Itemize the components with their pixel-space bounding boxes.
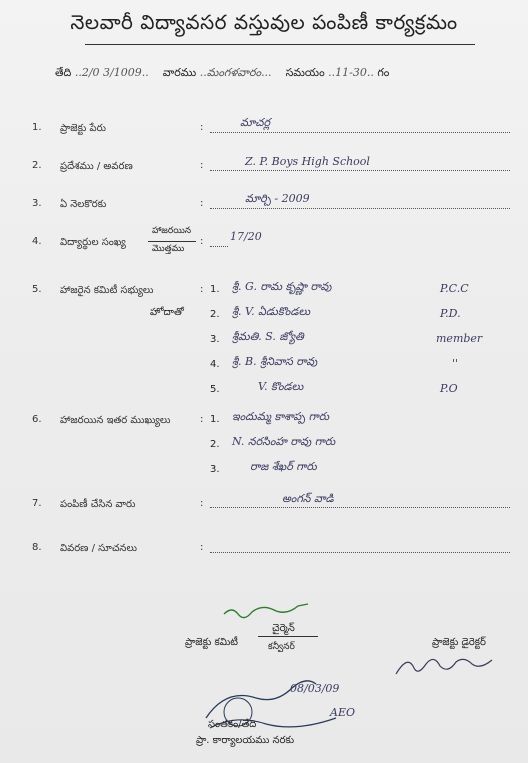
member-role: member: [436, 332, 483, 345]
other-name: ఇందుమ్మ కాశాప్ప గారు: [232, 410, 330, 423]
row-number: 1.: [32, 122, 42, 133]
row-number: 8.: [32, 542, 42, 553]
title-divider: [258, 636, 318, 637]
chairman-signature: [222, 600, 312, 622]
page-title: నెలవారీ విద్యావసర వస్తువుల పంపిణీ కార్యక్రమం: [70, 10, 458, 34]
member-number: 4.: [210, 359, 220, 370]
member-name: శ్రీ. V. ఏడుకొండలు: [232, 305, 311, 318]
other-number: 3.: [210, 464, 220, 475]
member-name: శ్రీమతి. S. జ్యోతి: [232, 330, 304, 343]
other-number: 1.: [210, 414, 220, 425]
row-number: 4.: [32, 236, 42, 247]
fill-line: [210, 208, 510, 209]
row-value: అంగన్ వాడి: [282, 492, 334, 505]
day-value: ..మంగళవారం...: [199, 66, 272, 79]
row-value: మాచర్ల: [240, 116, 271, 129]
member-number: 1.: [210, 284, 220, 295]
committee-label: ప్రాజెక్టు కమిటీ: [185, 637, 238, 648]
fill-line: [210, 507, 510, 508]
member-name: V. కొండలు: [258, 380, 304, 393]
row-value: Z. P. Boys High School: [245, 155, 370, 168]
other-name: రాజ శేఖర్ గారు: [250, 460, 317, 473]
row-number: 6.: [32, 414, 42, 425]
fill-line: [210, 246, 228, 247]
row-number: 3.: [32, 198, 42, 209]
director-label: ప్రాజెక్టు డైరెక్టర్: [432, 637, 486, 648]
member-number: 5.: [210, 384, 220, 395]
stamp-date: 08/03/09: [290, 682, 340, 695]
row-number: 5.: [32, 284, 42, 295]
row-label: విద్యార్థుల సంఖ్య: [60, 237, 126, 248]
stamp-text: AEO: [330, 706, 355, 719]
title-underline: [85, 44, 475, 45]
time-unit: గం: [377, 66, 390, 79]
row-label: ప్రాజెక్టు పేరు: [60, 123, 106, 134]
officer-label: సంతకం/తేది: [208, 719, 257, 730]
member-role: P.O: [440, 382, 458, 395]
total-label: మొత్తము: [152, 244, 185, 254]
fraction-line: [148, 241, 196, 242]
header-line: [55, 66, 389, 82]
fill-line: [210, 552, 510, 553]
day-label: వారము: [162, 66, 197, 79]
row-value: 17/20: [230, 230, 262, 243]
row-label: ఏ నెలకొరకు: [60, 199, 107, 210]
row-label: హాజరైన కమిటీ సభ్యులు: [60, 285, 154, 296]
other-number: 2.: [210, 439, 220, 450]
row-number: 2.: [32, 160, 42, 171]
chairman-label: చైర్మెన్: [272, 623, 295, 634]
row-label: హాజరయిన ఇతర ముఖ్యులు: [60, 415, 171, 426]
present-label: హాజరయిన: [152, 226, 192, 236]
convener-label: కన్వీనర్: [268, 642, 295, 652]
member-role: P.C.C: [440, 282, 469, 295]
row-label: పంపిణీ చేసిన వారు: [60, 499, 136, 510]
office-label: ప్రా. కార్యాలయము నరకు: [196, 735, 295, 746]
fill-line: [210, 132, 510, 133]
time-value: ..11-30..: [328, 66, 374, 79]
row-sublabel: హోదాతో: [150, 307, 184, 318]
fill-line: [210, 170, 510, 171]
member-role: P.D.: [440, 307, 461, 320]
member-name: శ్రీ. B. శ్రీనివాస రావు: [232, 355, 318, 368]
member-name: శ్రీ. G. రామ కృష్ణా రావు: [232, 280, 332, 293]
row-label: ప్రదేశము / అవరణ: [60, 161, 133, 172]
time-label: సమయం: [285, 66, 325, 79]
member-number: 3.: [210, 334, 220, 345]
other-name: N. నరసింహ రావు గారు: [232, 435, 336, 448]
member-role: '': [452, 357, 459, 370]
member-number: 2.: [210, 309, 220, 320]
row-label: వివరణ / సూచనలు: [60, 543, 138, 554]
director-signature: [392, 650, 496, 680]
date-value: ..2/0 3/1009..: [74, 66, 149, 79]
document-page: నెలవారీ విద్యావసర వస్తువుల పంపిణీ కార్యక్రమం తేది ..2/0 3/1009.. వారము ..మంగళవారం... సమయం ..11-30.. గం 1. ప్రాజెక్టు పేరు : మాచర్ల 2. ప్రదేశము / అవరణ : Z. P. Boys High School 3. ఏ నెలకొరకు : మార్చి - 2009 4. విద్యార్థుల సంఖ్య హాజరయిన మొత్తము : 17/20 5. హాజరైన కమిటీ సభ్యులు హోదాతో : 1. శ్రీ. G. రామ కృష్ణా రావు P.C.C 2. శ్రీ. V. ఏడుకొండలు P.D. 3. శ్రీమతి. S. జ్యోతి member 4. శ్రీ. B. శ్రీనివాస రావు '' 5. V. కొండలు P.O 6. హాజరయిన ఇతర ముఖ్యులు : 1. ఇందుమ్మ కాశాప్ప గారు 2. N. నరసింహ రావు గారు 3. రాజ శేఖర్ గారు 7. పంపిణీ చేసిన వారు : అంగన్ వాడి 8. వివరణ / సూచనలు : చైర్మెన్ ప్రాజెక్టు కమిటీ కన్వీనర్ ప్రాజెక్టు డైరెక్టర్ 08/03/09 AEO సంతకం/తేది ప్రా. కార్యాలయము నరకు: [0, 0, 528, 763]
date-label: తేది: [55, 66, 72, 79]
row-value: మార్చి - 2009: [245, 192, 310, 205]
row-number: 7.: [32, 498, 42, 509]
